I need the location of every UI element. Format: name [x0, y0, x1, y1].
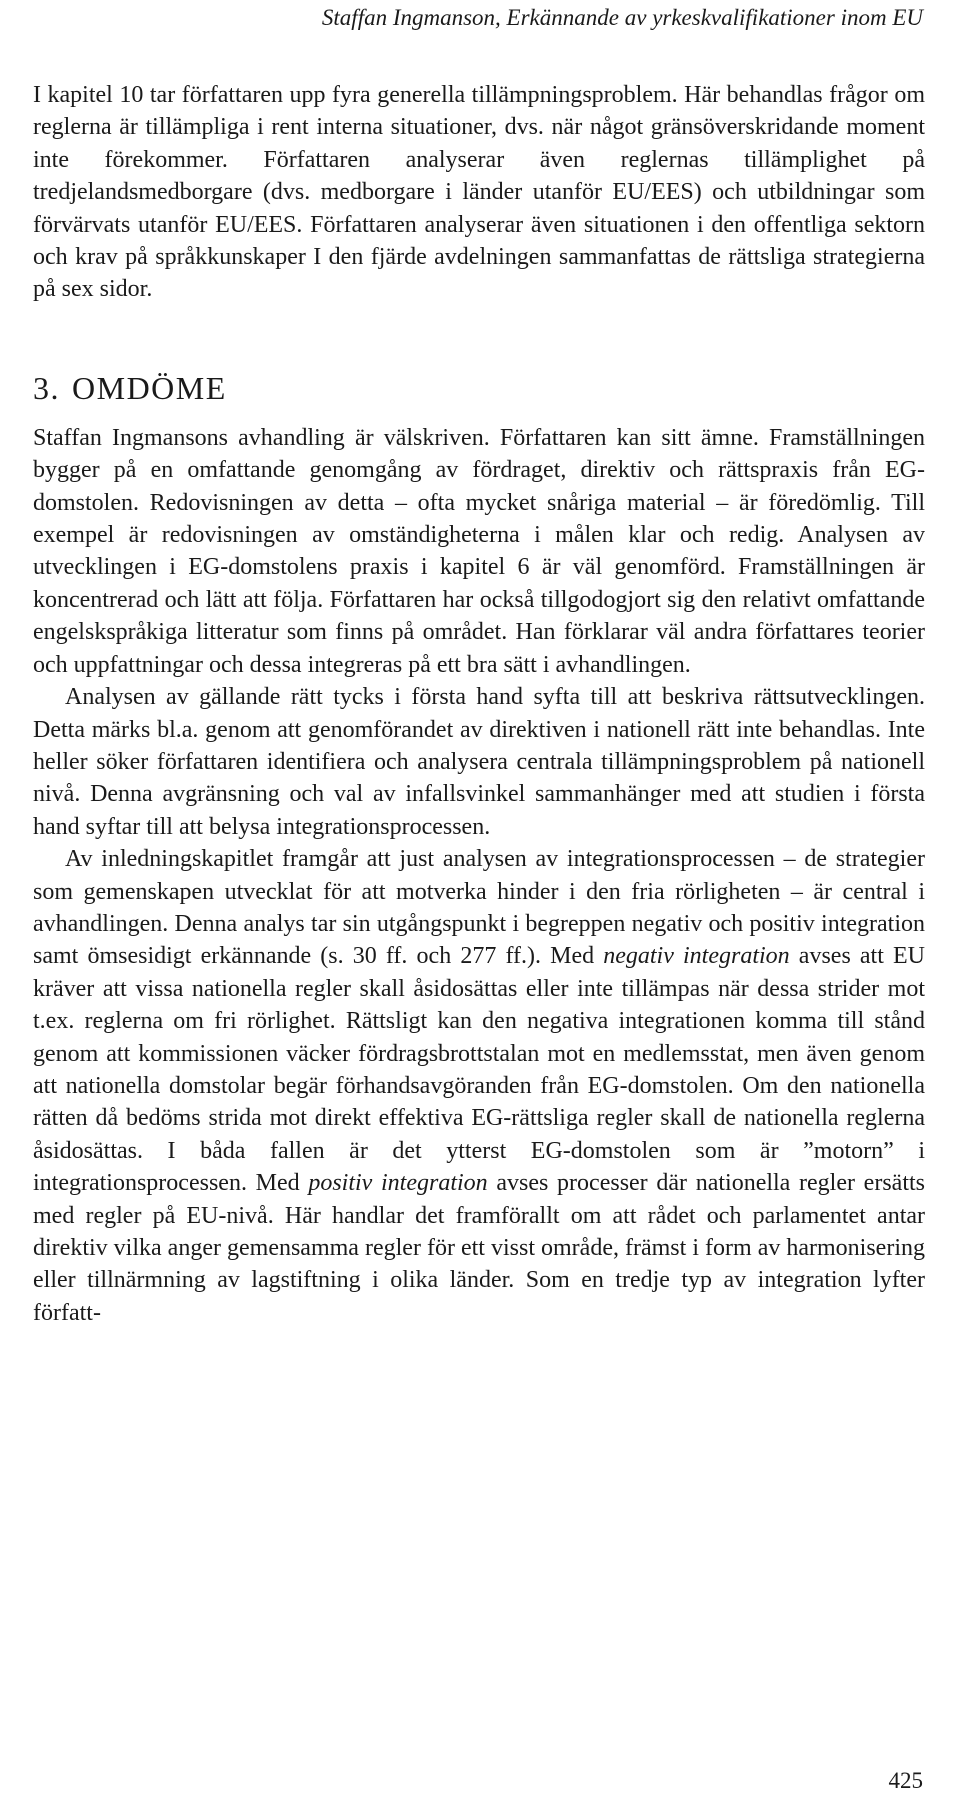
- paragraph-text: avses att EU kräver att vissa nationella regler skall åsidosättas eller inte tillämpas när dessa strider mot t.ex. reglerna om fri rörlighet. Rättsligt kan den negativa integrationen komma till stånd genom att kommissionen väcker fördragsbrottstalan mot en medlemsstat, men även genom att nationella domstolar begär förhandsavgöranden från EG-domstolen. Om den nationella rätten då bedöms strida mot direkt effektiva EG-rättsliga regler skall de nationella reglerna åsidosättas. I båda fallen är det ytterst EG-domstolen som är ”motorn” i integrationsprocessen. Med: [33, 943, 926, 1197]
- emphasis-term: positiv integration: [308, 1170, 488, 1197]
- assessment-paragraph-1: Staffan Ingmansons avhandling är välskriven. Författaren kan sitt ämne. Framställningen bygger på en omfattande genomgång av fördraget, direktiv och rättspraxis från EG-domstolen. Redovisningen av detta – ofta mycket snåriga material – är föredömlig. Till exempel är redovisningen av omständigheterna i målen klar och redig. Analysen av utvecklingen i EG-domstolens praxis i kapitel 6 är väl genomförd. Framställningen är koncentrerad och lätt att följa. Författaren har också tillgodogjort sig den relativt omfattande engelskspråkiga litteratur som finns på området. Han förklarar väl andra författares teorier och uppfattningar och dessa integreras på ett bra sätt i avhandlingen.: [33, 424, 925, 678]
- emphasis-term: negativ integration: [603, 943, 790, 970]
- intro-paragraph: I kapitel 10 tar författaren upp fyra generella tillämpningsproblem. Här behandlas frågor om reglerna är tillämpliga i rent interna situationer, dvs. när något gränsöverskridande moment inte förekommer. Författaren analyserar även reglernas tillämplighet på tredjelandsmedborgare (dvs. medborgare i länder utanför EU/EES) och utbildningar som förvärvats utanför EU/EES. Författaren analyserar även situationen i den offentliga sektorn och krav på språkkunskaper I den fjärde avdelningen sammanfattas de rättsliga strategierna på sex sidor.: [33, 82, 925, 303]
- page-number: 425: [888, 1768, 923, 1793]
- section-heading: [33, 368, 925, 408]
- section-number: 3.: [33, 369, 60, 406]
- page-content: [33, 79, 925, 1329]
- assessment-paragraph-2: Analysen av gällande rätt tycks i första hand syfta till att beskriva rättsutvecklingen. Detta märks bl.a. genom att genomförandet av direktiven i nationell rätt inte behandlas. Inte heller söker författaren identifiera och analysera centrala tillämpningsproblem på nationell nivå. Denna avgränsning och val av infallsvinkel sammanhänger med att studien i första hand syftar till att belysa integrationsprocessen.: [33, 684, 925, 840]
- assessment-paragraph-3: [33, 843, 925, 1329]
- paragraph-text: Av inledningskapitlet framgår att just analysen av integrationsprocessen – de strategier som gemenskapen utvecklat för att motverka hinder i den fria rörligheten – är central i avhandlingen. Denna analys tar sin utgångspunkt i begreppen negativ och positiv integration samt ömsesidigt erkännande (s. 30 ff. och 277 ff.). Med: [33, 846, 925, 970]
- paragraph-text: avses processer där nationella regler ersätts med regler på EU-nivå. Här handlar det framförallt om att rådet och parlamentet antar direktiv vilka anger gemensamma regler för ett visst område, främst i form av harmonisering eller tillnärmning av lagstiftning i olika länder. Som en tredje typ av integration lyfter författ-: [33, 1170, 925, 1326]
- running-header: Staffan Ingmanson, Erkännande av yrkeskvalifikationer inom EU: [321, 5, 923, 30]
- section-title: OMDÖME: [72, 369, 227, 406]
